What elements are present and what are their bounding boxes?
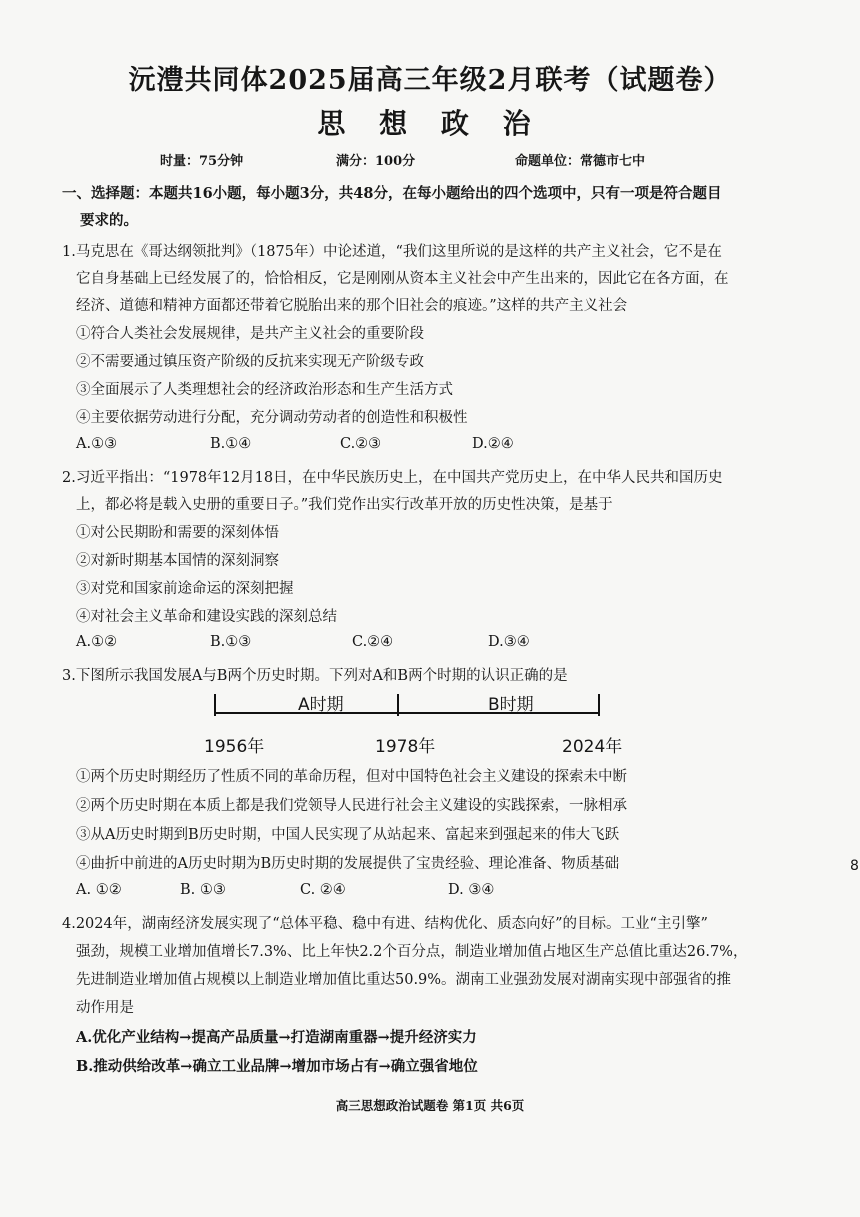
q3-statement-4: ④曲折中前进的A历史时期为B历史时期的发展提供了宝贵经验、理论准备、物质基础 [76, 856, 620, 872]
q2-statement-4: ④对社会主义革命和建设实践的深刻总结 [76, 609, 337, 625]
q3-stem: 3.下图所示我国发展A与B两个历史时期。下列对A和B两个时期的认识正确的是 [62, 668, 568, 684]
timeline-period-b: B时期 [488, 695, 534, 715]
q3-statement-1: ①两个历史时期经历了性质不同的革命历程，但对中国特色社会主义建设的探索未中断 [76, 769, 627, 785]
q2-option-a[interactable]: A.①② [76, 634, 118, 650]
q3-option-c[interactable]: C. ②④ [300, 882, 346, 898]
edge-mark: 8 [850, 858, 859, 874]
q1-statement-1: ①符合人类社会发展规律，是共产主义社会的重要阶段 [76, 326, 424, 342]
q2-statement-1: ①对公民期盼和需要的深刻体悟 [76, 525, 279, 541]
q4-stem-line1: 4.2024年，湖南经济发展实现了“总体平稳、稳中有进、结构优化、质态向好”的目标。工业“主引擎” [62, 916, 708, 932]
section-heading: 一、选择题：本题共16小题，每小题3分，共48分，在每小题给出的四个选项中，只有一项是符合题目 [62, 185, 722, 202]
exam-score: 满分：100分 [336, 154, 416, 169]
q3-statement-2: ②两个历史时期在本质上都是我们党领导人民进行社会主义建设的实践探索，一脉相承 [76, 798, 627, 814]
q1-statement-3: ③全面展示了人类理想社会的经济政治形态和生产生活方式 [76, 382, 453, 398]
timeline-tick-middle [397, 694, 399, 716]
q2-option-c[interactable]: C.②④ [352, 634, 394, 650]
q1-statement-2: ②不需要通过镇压资产阶级的反抗来实现无产阶级专政 [76, 354, 424, 370]
q4-option-b[interactable]: B.推动供给改革→确立工业品牌→增加市场占有→确立强省地位 [76, 1058, 478, 1075]
q2-stem-line1: 2.习近平指出：“1978年12月18日，在中华民族历史上，在中国共产党历史上，在中华人民共和国历史 [62, 470, 723, 486]
q1-option-c[interactable]: C.②③ [340, 436, 382, 452]
q1-option-b[interactable]: B.①④ [210, 436, 252, 452]
q1-stem-line2: 它自身基础上已经发展了的，恰恰相反，它是刚刚从资本主义社会中产生出来的，因此它在各方面，在 [76, 271, 729, 287]
q2-stem-line2: 上，都必将是载入史册的重要日子。”我们党作出实行改革开放的历史性决策，是基于 [76, 497, 613, 513]
q4-stem-line2: 强劲，规模工业增加值增长7.3%、比上年快2.2个百分点，制造业增加值占地区生产总值比重达26.7%， [76, 944, 748, 960]
q1-option-a[interactable]: A.①③ [76, 436, 118, 452]
q1-stem-line3: 经济、道德和精神方面都还带着它脱胎出来的那个旧社会的痕迹。”这样的共产主义社会 [76, 298, 628, 314]
timeline-tick-end [598, 694, 600, 716]
q2-option-b[interactable]: B.①③ [210, 634, 252, 650]
q1-stem-line1: 1.马克思在《哥达纲领批判》（1875年）中论述道，“我们这里所说的是这样的共产主义社会，它不是在 [62, 244, 722, 260]
timeline-period-a: A时期 [298, 695, 344, 715]
q3-option-d[interactable]: D. ③④ [448, 882, 495, 898]
page-footer: 高三思想政治试题卷 第1页 共6页 [335, 1098, 525, 1113]
timeline-year-2024: 2024年 [562, 737, 623, 757]
q4-stem-line3: 先进制造业增加值占规模以上制造业增加值比重达50.9%。湖南工业强劲发展对湖南实现中部强省的推 [76, 972, 732, 988]
q3-option-a[interactable]: A. ①② [76, 882, 122, 898]
timeline-tick-start [214, 694, 216, 716]
exam-time: 时量：75分钟 [160, 154, 244, 169]
section-heading-cont: 要求的。 [80, 212, 138, 229]
exam-title: 沅澧共同体2025届高三年级2月联考（试题卷） [128, 65, 732, 96]
timeline-axis [214, 712, 600, 714]
timeline-year-1978: 1978年 [375, 737, 436, 757]
q1-statement-4: ④主要依据劳动进行分配，充分调动劳动者的创造性和积极性 [76, 410, 468, 426]
q2-statement-2: ②对新时期基本国情的深刻洞察 [76, 553, 279, 569]
q4-option-a[interactable]: A.优化产业结构→提高产品质量→打造湖南重器→提升经济实力 [76, 1029, 477, 1046]
q4-stem-line4: 动作用是 [76, 1000, 134, 1016]
q1-option-d[interactable]: D.②④ [472, 436, 514, 452]
q3-option-b[interactable]: B. ①③ [180, 882, 226, 898]
timeline-year-1956: 1956年 [204, 737, 265, 757]
subject-title: 思 想 政 治 [317, 107, 543, 140]
q2-option-d[interactable]: D.③④ [488, 634, 530, 650]
q2-statement-3: ③对党和国家前途命运的深刻把握 [76, 581, 294, 597]
q3-statement-3: ③从A历史时期到B历史时期，中国人民实现了从站起来、富起来到强起来的伟大飞跃 [76, 827, 620, 843]
exam-unit: 命题单位：常德市七中 [515, 154, 646, 169]
